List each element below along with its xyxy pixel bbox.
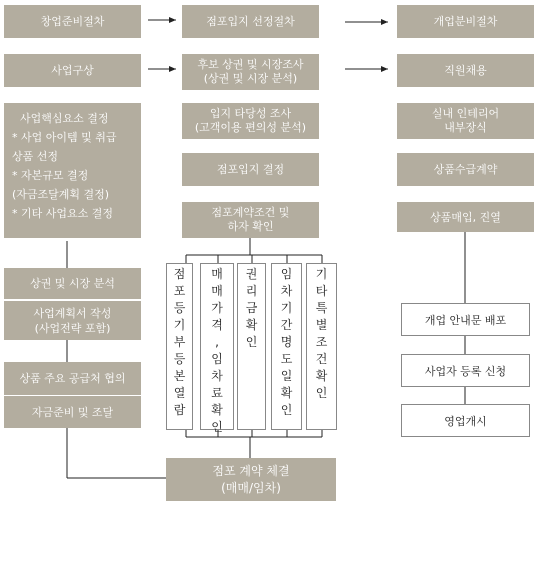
- step-feasibility: 입지 타당성 조사 (고객이용 편의성 분석): [182, 103, 319, 139]
- vertical-char: 임: [211, 352, 223, 366]
- vertical-char: 인: [211, 420, 223, 434]
- check-premium: [237, 263, 266, 430]
- step-interior: 실내 인테리어 내부장식: [397, 103, 534, 139]
- step-contract-conditions: 점포계약조건 및 하자 확인: [182, 202, 319, 238]
- vertical-char: 인: [280, 403, 293, 417]
- vertical-char: ,: [215, 335, 219, 349]
- check-price-rent-label: [201, 266, 233, 436]
- step-business-registration: 사업자 등록 신청: [401, 354, 530, 387]
- vertical-char: 확: [245, 318, 258, 332]
- step-opening-prep: 개업분비절차: [397, 5, 534, 38]
- vertical-char: 인: [315, 386, 328, 400]
- check-lease-period: [271, 263, 302, 430]
- vertical-char: 임: [280, 267, 293, 281]
- vertical-char: 특: [315, 301, 328, 315]
- vertical-char: 별: [315, 318, 328, 332]
- vertical-char: 건: [315, 352, 328, 366]
- step-funding: 자금준비 및 조달: [4, 396, 141, 428]
- check-registry-label: [167, 266, 192, 419]
- vertical-char: 매: [211, 267, 223, 281]
- step-supply-contract: 상품수급계약: [397, 153, 534, 186]
- check-price-rent: [200, 263, 234, 434]
- vertical-char: 조: [315, 335, 328, 349]
- vertical-char: 가: [211, 301, 223, 315]
- step-core-elements: 사업핵심요소 결정 * 사업 아이템 및 취급 상품 선정 * 자본규모 결정 (자금조달계획 결정) * 기타 사업요소 결정: [4, 103, 141, 238]
- step-business-start: 영업개시: [401, 404, 530, 437]
- vertical-char: 등: [173, 301, 186, 315]
- step-business-plan: 사업계획서 작성 (사업전략 포함): [4, 301, 141, 340]
- vertical-char: 열: [173, 386, 186, 400]
- step-market-analysis: 상권 및 시장 분석: [4, 268, 141, 299]
- vertical-char: 기: [280, 301, 293, 315]
- check-registry: [166, 263, 193, 430]
- vertical-char: 확: [315, 369, 328, 383]
- vertical-char: 명: [280, 335, 293, 349]
- vertical-char: 포: [173, 284, 186, 298]
- vertical-char: 등: [173, 352, 186, 366]
- vertical-char: 부: [173, 335, 186, 349]
- step-store-contract: 점포 계약 체결 (매매/임차): [166, 458, 336, 501]
- vertical-char: 확: [280, 386, 293, 400]
- vertical-char: 인: [245, 335, 258, 349]
- step-site-selection: 점포입지 선정절차: [182, 5, 319, 38]
- vertical-char: 차: [280, 284, 293, 298]
- check-special-conditions: [306, 263, 337, 430]
- step-opening-notice: 개업 안내문 배포: [401, 303, 530, 336]
- step-business-concept: 사업구상: [4, 54, 141, 87]
- step-purchase-display: 상품매입, 진열: [397, 202, 534, 232]
- vertical-char: 리: [245, 284, 258, 298]
- vertical-char: 기: [173, 318, 186, 332]
- vertical-char: 확: [211, 403, 223, 417]
- vertical-char: 타: [315, 284, 328, 298]
- check-premium-label: [238, 266, 265, 351]
- vertical-char: 금: [245, 301, 258, 315]
- step-candidate-survey: 후보 상권 및 시장조사 (상권 및 시장 분석): [182, 54, 319, 90]
- vertical-char: 일: [280, 369, 293, 383]
- vertical-char: 료: [211, 386, 223, 400]
- vertical-char: 점: [173, 267, 186, 281]
- vertical-char: 권: [245, 267, 258, 281]
- vertical-char: 본: [173, 369, 186, 383]
- vertical-char: 간: [280, 318, 293, 332]
- check-lease-period-label: [272, 266, 301, 419]
- vertical-char: 도: [280, 352, 293, 366]
- step-supplier-negotiation: 상품 주요 공급처 협의: [4, 362, 141, 395]
- step-startup-prep: 창업준비절차: [4, 5, 141, 38]
- check-special-conditions-label: [307, 266, 336, 402]
- step-hiring: 직원채용: [397, 54, 534, 87]
- vertical-char: 람: [173, 403, 186, 417]
- step-site-decision: 점포입지 결정: [182, 153, 319, 186]
- vertical-char: 기: [315, 267, 328, 281]
- vertical-char: 차: [211, 369, 223, 383]
- vertical-char: 매: [211, 284, 223, 298]
- vertical-char: 격: [211, 318, 223, 332]
